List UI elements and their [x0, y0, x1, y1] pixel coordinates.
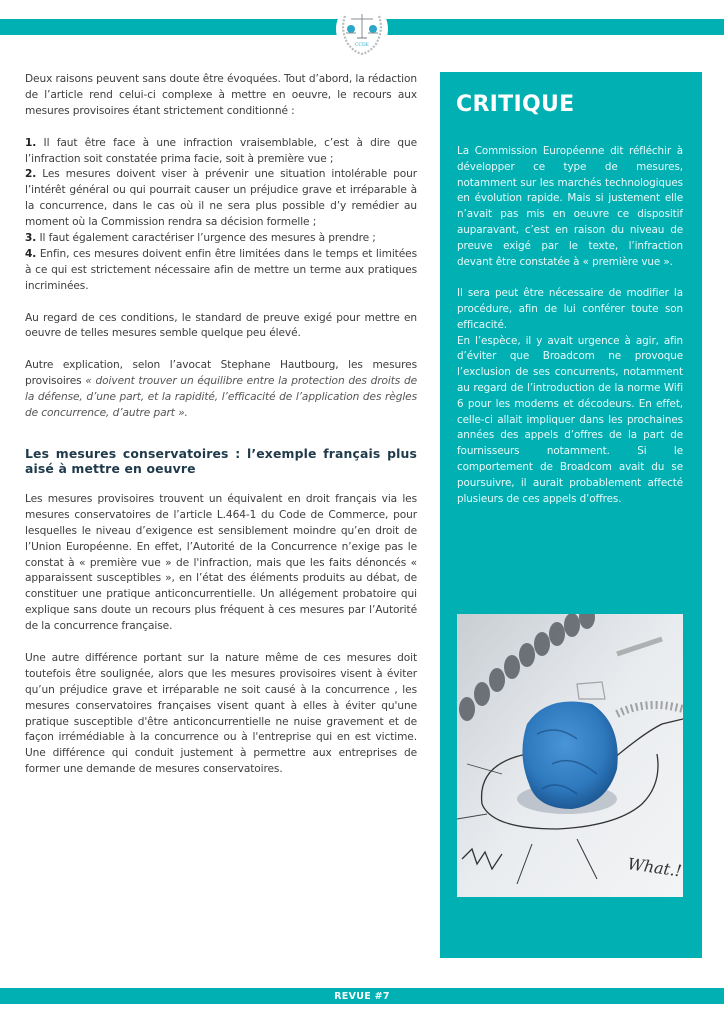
- logo-text: CCDE: [355, 43, 369, 48]
- critique-sidebar: [440, 72, 702, 958]
- quote-intro: Autre explication, selon l’avocat Stephane Hautbourg, les mesures provisoires: [25, 359, 417, 388]
- crumpled-paper-photo: [457, 614, 683, 897]
- difference-paragraph: Une autre différence portant sur la nature même de ces mesures doit toutefois être soulignée, alors que les mesures provisoires visent à éviter qu’un préjudice grave et irréparable ne soit causé à la concurrence , les mesures conservatoires françaises visent quant à elles à éviter qu'une pratique susceptible d'être anticoncurrentielle ne nuise gravement et de façon irrémédiable à la concurrence ou à l'entreprise qui en est victime. Une différence qui conduit justement à permettre aux entreprises de former une demande de mesures conservatoires.: [25, 651, 417, 776]
- sidebar-paragraph: En l’espèce, il y avait urgence à agir, afin d’éviter que Broadcom ne provoque l’exclusion de ses concurrents, notamment au regard de l’introduction de la norme Wifi 6 pour les modems et décodeurs. En effet, celle-ci allait impliquer dans les prochaines années des appels d’offres de la part de fournisseurs notamment. Si le comportement de Broadcom avait du se poursuivre, il aurait probablement affecté plusieurs de ces appels d’offres.: [457, 334, 683, 505]
- condition-number: 3.: [25, 232, 37, 245]
- sidebar-paragraph: Il sera peut être nécessaire de modifier la procédure, afin de lui conférer toute son efficacité.: [457, 287, 683, 331]
- ccde-logo: [336, 2, 388, 56]
- condition-text: Enfin, ces mesures doivent enfin être limitées dans le temps et limitées à ce qui est strictement nécessaire afin de mettre un terme aux pratiques incriminées.: [25, 247, 417, 292]
- condition-item: [25, 247, 417, 295]
- condition-text: Il faut également caractériser l’urgence des mesures à prendre ;: [36, 232, 376, 245]
- scales-of-justice-icon: [336, 2, 388, 56]
- condition-item: [25, 136, 417, 168]
- quote-paragraph: [25, 358, 417, 422]
- condition-number: 4.: [25, 247, 37, 260]
- quote-text: « doivent trouver un équilibre entre la protection des droits de la défense, d’une part, et la rapidité, l’efficacité de l’application des règles de concurrence, d’autre part ».: [25, 375, 417, 419]
- issue-label: REVUE #7: [334, 990, 390, 1002]
- condition-text: Les mesures doivent viser à prévenir une situation intolérable pour l’intérêt général ou qui pourrait causer un préjudice grave et irréparable à la concurrence, dans le cas où il ne sera plus possible d’y remédier au moment où la Commission rendra sa décision formelle ;: [25, 168, 417, 229]
- sidebar-body: [457, 144, 683, 507]
- sidebar-title: CRITIQUE: [456, 92, 575, 117]
- lightbulb-sketch-image: [457, 614, 683, 897]
- equivalent-paragraph: Les mesures provisoires trouvent un équivalent en droit français via les mesures conservatoires de l’article L.464-1 du Code de Commerce, pour lesquelles le niveau d’exigence est sensiblement moindre qu’en droit de l’Union Européenne. En effet, l’Autorité de la Concurrence n’exige pas le constat à « première vue » de l'infraction, mais que les faits dénoncés « apparaissent susceptibles », en l’état des éléments produits au débat, de constituer une pratique anticoncurrentielle. Un allégement probatoire qui explique sans doute un recours plus fréquent à ces mesures par l’Autorité de la concurrence française.: [25, 492, 417, 633]
- intro-paragraph: Deux raisons peuvent sans doute être évoquées. Tout d’abord, la rédaction de l’article rend celui-ci complexe à mettre en oeuvre, le recours aux mesures provisoires étant strictement conditionné :: [25, 73, 417, 117]
- standard-paragraph: Au regard de ces conditions, le standard de preuve exigé pour mettre en oeuvre de telles mesures semble quelque peu élevé.: [25, 311, 417, 340]
- footer-band: [0, 988, 724, 1004]
- condition-text: Il faut être face à une infraction vraisemblable, c’est à dire que l’infraction soit constatée prima facie, soit à première vue ;: [25, 136, 417, 165]
- main-article: [25, 72, 417, 794]
- sidebar-paragraph: La Commission Européenne dit réfléchir à développer ce type de mesures, notamment sur les marchés technologiques en évolution rapide. Mais si justement elle n’avait pas mis en oeuvre ce dispositif auparavant, c’est en raison du niveau de preuve exigé par le texte, l’infraction devant être constatée à « première vue ».: [457, 145, 683, 268]
- condition-number: 1.: [25, 136, 37, 149]
- photo-handwriting: What.!: [626, 854, 683, 881]
- section-heading: Les mesures conservatoires : l’exemple français plus aisé à mettre en oeuvre: [25, 445, 417, 476]
- condition-item: [25, 167, 417, 231]
- condition-item: [25, 231, 417, 247]
- condition-number: 2.: [25, 168, 37, 181]
